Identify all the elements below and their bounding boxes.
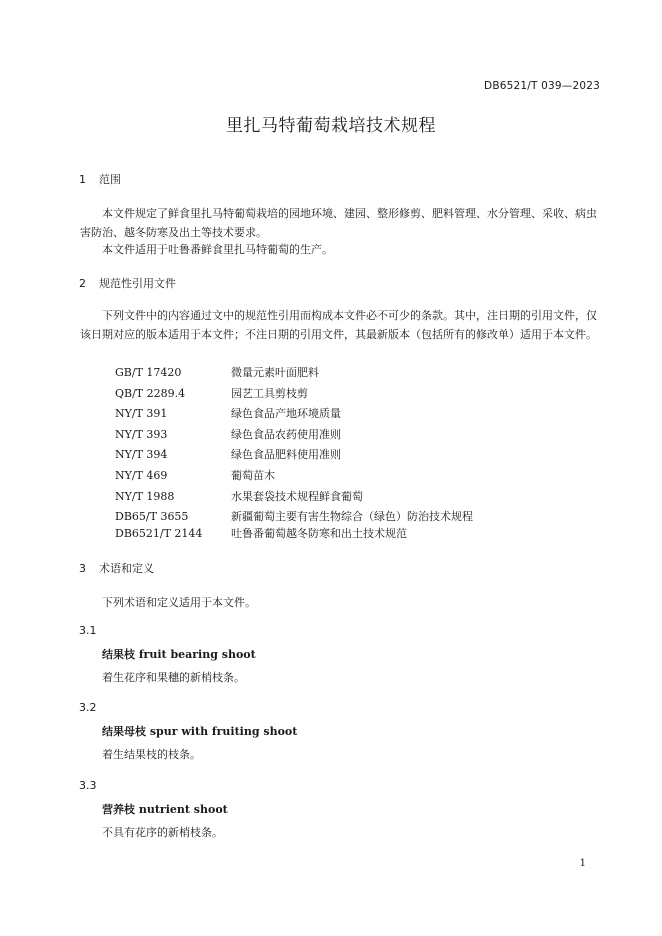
section-2-paragraph: 下列文件中的内容通过文中的规范性引用而构成本文件必不可少的条款。其中，注日期的引用文件，仅该日期对应的版本适用于本文件；不注日期的引用文件，其最新版本（包括所有的修改单）适用于本文件。	[80, 309, 597, 341]
reference-code: NY/T 394	[115, 448, 168, 461]
reference-name: 葡萄苗木	[231, 469, 275, 482]
reference-name: 园艺工具剪枝剪	[231, 387, 308, 400]
reference-name: 吐鲁番葡萄越冬防寒和出土技术规范	[231, 527, 407, 540]
term-title: 结果枝 fruit bearing shoot	[102, 648, 256, 661]
section-3-heading	[79, 560, 154, 576]
reference-row	[115, 405, 341, 421]
section-1-number: 1	[79, 173, 86, 186]
term-definition: 着生结果枝的枝条。	[102, 748, 201, 761]
section-1-title: 范围	[99, 173, 121, 186]
term-number: 3.2	[79, 701, 97, 714]
section-3-title: 术语和定义	[99, 562, 154, 575]
reference-code: DB6521/T 2144	[115, 527, 203, 540]
reference-row	[115, 525, 407, 541]
reference-code: GB/T 17420	[115, 366, 182, 379]
reference-row	[115, 446, 341, 462]
reference-row	[115, 364, 319, 380]
term-title: 结果母枝 spur with fruiting shoot	[102, 725, 298, 738]
reference-name: 微量元素叶面肥料	[231, 366, 319, 379]
reference-row	[115, 426, 341, 442]
reference-name: 水果套袋技术规程鲜食葡萄	[231, 490, 363, 503]
term-title: 营养枝 nutrient shoot	[102, 803, 228, 816]
term-number: 3.1	[79, 624, 97, 637]
term-number: 3.3	[79, 779, 97, 792]
section-2-number: 2	[79, 277, 86, 290]
reference-code: NY/T 469	[115, 469, 168, 482]
reference-name: 绿色食品农药使用准则	[231, 428, 341, 441]
section-1-paragraph-2: 本文件适用于吐鲁番鲜食里扎马特葡萄的生产。	[102, 243, 333, 256]
section-3-intro: 下列术语和定义适用于本文件。	[102, 596, 256, 609]
reference-code: NY/T 393	[115, 428, 168, 441]
reference-code: NY/T 391	[115, 407, 168, 420]
reference-code: DB65/T 3655	[115, 510, 189, 523]
reference-row	[115, 488, 363, 504]
reference-row	[115, 508, 473, 524]
reference-row	[115, 385, 308, 401]
reference-name: 绿色食品肥料使用准则	[231, 448, 341, 461]
reference-row	[115, 467, 275, 483]
reference-code: NY/T 1988	[115, 490, 175, 503]
section-2-title: 规范性引用文件	[99, 277, 176, 290]
reference-name: 新疆葡萄主要有害生物综合（绿色）防治技术规程	[231, 510, 473, 523]
document-title: 里扎马特葡萄栽培技术规程	[226, 116, 436, 136]
section-2-heading	[79, 275, 176, 291]
term-definition: 着生花序和果穗的新梢枝条。	[102, 671, 245, 684]
section-3-number: 3	[79, 562, 86, 575]
reference-code: QB/T 2289.4	[115, 387, 186, 400]
section-1-paragraph-1: 本文件规定了鲜食里扎马特葡萄栽培的园地环境、建园、整形修剪、肥料管理、水分管理、采收、病虫害防治、越冬防寒及出土等技术要求。	[80, 207, 597, 239]
section-1-heading	[79, 171, 121, 187]
reference-name: 绿色食品产地环境质量	[231, 407, 341, 420]
page-number: 1	[579, 858, 586, 869]
document-code: DB6521/T 039—2023	[484, 80, 600, 92]
term-definition: 不具有花序的新梢枝条。	[102, 826, 223, 839]
